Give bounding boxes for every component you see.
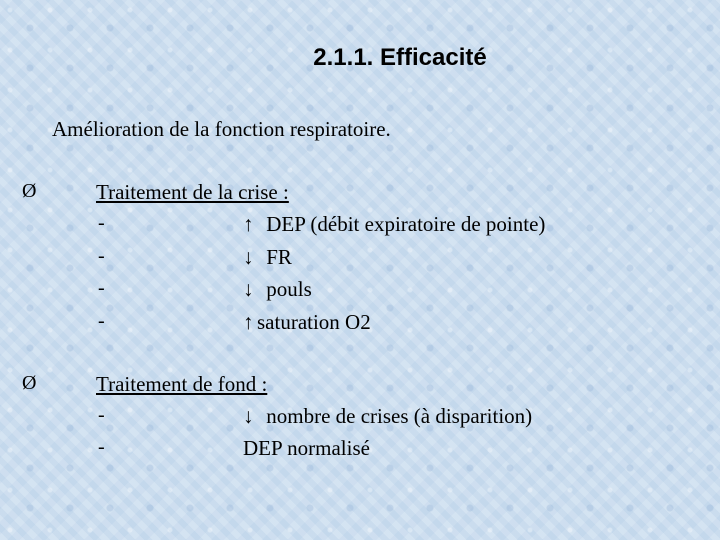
bullet-arrow-icon: Ø	[22, 372, 37, 394]
list-dash: -	[98, 212, 105, 234]
list-dash: -	[98, 310, 105, 332]
list-dash: -	[98, 277, 105, 299]
list-item: ↓ nombre de crises (à disparition)	[243, 404, 533, 428]
list-item: ↑ saturation O2	[243, 310, 371, 334]
section-heading: Traitement de fond :	[96, 372, 268, 396]
list-item: ↓ FR	[243, 245, 292, 269]
bullet-arrow-icon: Ø	[22, 180, 37, 202]
list-item: DEP normalisé	[243, 436, 370, 460]
list-dash: -	[98, 404, 105, 426]
intro-text: Amélioration de la fonction respiratoire.	[52, 117, 391, 141]
arrow-up-icon: ↑	[243, 212, 254, 236]
arrow-down-icon: ↓	[243, 245, 254, 269]
list-item: ↓ pouls	[243, 277, 312, 301]
list-dash: -	[98, 436, 105, 458]
arrow-up-icon: ↑	[243, 310, 254, 334]
slide-title: 2.1.1. Efficacité	[313, 44, 487, 71]
list-item: ↑ DEP (débit expiratoire de pointe)	[243, 212, 546, 236]
arrow-down-icon: ↓	[243, 277, 254, 301]
arrow-down-icon: ↓	[243, 404, 254, 428]
list-dash: -	[98, 245, 105, 267]
section-heading: Traitement de la crise :	[96, 180, 289, 204]
